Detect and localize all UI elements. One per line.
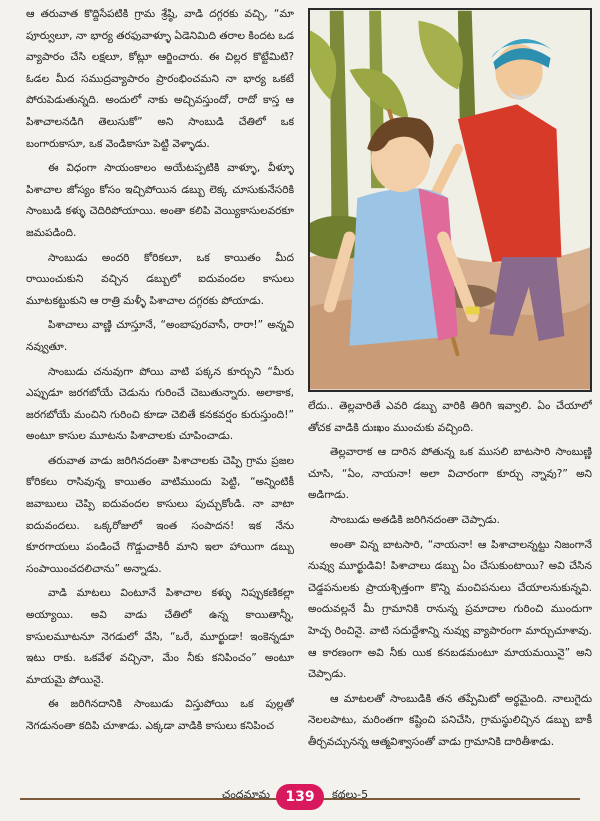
- page-number: 139: [285, 789, 315, 805]
- paragraph: ఆ తరువాత కొద్దిసేపటికి గ్రామ శ్రేష్ఠి, వాడి దగ్గరకు వచ్చి, “మా పూర్వులూ, నా భార్య తరఫువాళ్ళూ ఏడెనిమిది తరాల కిందట ఒడ వ్యాపారం చేసి లక్షలూ, కోట్లూ ఆర్జించారు. ఈ చిల్లర కొట్టేమిటి? ఓడల మీద సముద్రవ్యాపారం ప్రారంభించమని నా భార్య ఒకటే పోరుపెడుతున్నది. అందులో నాకు అచ్చివస్తుందో, రాదో కాస్త ఆ పిశాచాలనడిగి తెలుసుకో” అని సాంబుడి చేతిలో ఒక బంగారుకాసూ, ఒక వెండికాసూ పెట్టి వెళ్ళాడు.: [26, 8, 294, 150]
- page-number-badge: [276, 784, 324, 810]
- paragraph: సాంబుడు చనువుగా పోయి వాటి పక్కన కూర్చుని “మీరు ఎప్పుడూ జరగబోయే చెడును గురించే చెబుతున్నారు. అలాకాక, జరగబోయే మంచిని గురించి కూడా చెబితే కనకవర్షం కురుస్తుంది!” అంటూ కాసుల మూటను పిశాచాలకు చూపించాడు.: [26, 365, 294, 443]
- paragraph: ఆ మాటలతో సాంబుడికి తన తప్పేమిటో అర్థమైంది. నాలుగైదు నెలలపాటు, మరింతగా కష్టించి పనిచేసి, గ్రామస్థులిచ్చిన డబ్బు బాకీ తీర్చవచ్చునన్న ఆత్మవిశ్వాసంతో వాడు గ్రామానికి దారితీశాడు.: [308, 692, 592, 748]
- paragraph: తెల్లవారాక ఆ దారిన పోతున్న ఒక ముసలి బాటసారి సాంబుణ్ణి చూసి, “ఏం, నాయనా! అలా విచారంగా కూర్చు న్నావు?” అని అడిగాడు.: [308, 446, 592, 502]
- paragraph: తరువాత వాడు జరిగినదంతా పిశాచాలకు చెప్పి గ్రామ ప్రజల కోరికలు రాసివున్న కాయితం వాటిముందు పెట్టి, “అన్నింటికీ జవాబులు చెప్పి ఐదువందల కాసులు పుచ్చుకోండి. నా వాటా ఐదువందలు. ఒక్కరోజులో ఇంత సంపాదన! ఇక నేను కూరగాయలు పండించే గొడ్డుచాకిరీ మాని ఇలా హాయిగా డబ్బు సంపాయించదలిచాను” అన్నాడు.: [26, 454, 294, 575]
- paragraph: పిశాచాలు వాణ్ణి చూస్తూనే, “అంబాపురవాసీ, రారా!” అన్నవి నవ్వుతూ.: [26, 319, 294, 353]
- story-illustration: [308, 8, 592, 392]
- paragraph: సాంబుడు అందరి కోరికలూ, ఒక కాయితం మీద రాయించుకుని వచ్చిన డబ్బులో ఐదువందల కాసులు మూటకట్టుకుని ఆ రాత్రి మళ్ళీ పిశాచాల దగ్గరకు పోయాడు.: [26, 251, 294, 307]
- paragraph: అంతా విన్న బాటసారి, “నాయనా! ఆ పిశాచాలన్నట్టు నిజంగానే నువ్వు మూర్ఖుడివి! పిశాచాలు డబ్బు ఏం చేసుకుంటాయి? అవి చేసిన చెడ్డపనులకు ప్రాయశ్చిత్తంగా కొన్ని మంచిపనులు చేయాలనుకున్నవి. అందువల్లనే మీ గ్రామానికి రానున్న ప్రమాదాల గురించి ముందుగా హెచ్చ రించినై. వాటి సదుద్దేశాన్ని నువ్వు వ్యాపారంగా మార్చుచూశావు. ఆ కారణంగా అవి నీకు యిక కనబడమంటూ మాయమయినై” అని చెప్పాడు.: [308, 538, 592, 681]
- paragraph: సాంబుడు అతడికి జరిగినదంతా చెప్పాడు.: [330, 513, 500, 526]
- paragraph: వాడి మాటలు వింటూనే పిశాచాల కళ్ళు నిప్పుకణికల్లా అయ్యాయి. అవి వాడు చేతిలో ఉన్న కాయితాన్నీ, కాసులమూటనూ నెగడులో వేసి, “ఒరే, మూర్ఖుడా! ఇంకెన్నడూ ఇటు రాకు. ఒకవేళ వచ్చినా, మేం నీకు కనిపించం” అంటూ మాయమై పోయినై.: [26, 587, 294, 686]
- paragraph: ఈ విధంగా సాయంకాలం అయేటప్పటికి వాళ్ళూ, వీళ్ళూ పిశాచాల జోస్యం కోసం ఇచ్చిపోయిన డబ్బు లెక్క చూసుకునేసరికి సాంబుడి కళ్ళు చెదిరిపోయాయి. అంతా కలిపి వెయ్యికాసులవరకూ జమపడింది.: [26, 162, 294, 239]
- right-text-column: [308, 396, 592, 772]
- magazine-name: చందమామ: [221, 788, 270, 801]
- paragraph: ఈ జరిగినదానికి సాంబుడు విస్తుపోయి ఒక పుల్లతో నెగడునంతా కదిపి చూశాడు. ఎక్కడా వాడికి కాసులు కనిపించ: [26, 698, 294, 732]
- page-footer: [0, 774, 600, 821]
- paragraph: లేదు.. తెల్లవారితే ఎవరి డబ్బు వారికి తిరిగి ఇవ్వాలి. ఏం చేయాలో తోచక వాడికి దుఃఖం ముంచుకు వచ్చింది.: [308, 400, 592, 434]
- story-label: కథలు-5: [332, 788, 369, 801]
- left-text-column: [26, 4, 294, 772]
